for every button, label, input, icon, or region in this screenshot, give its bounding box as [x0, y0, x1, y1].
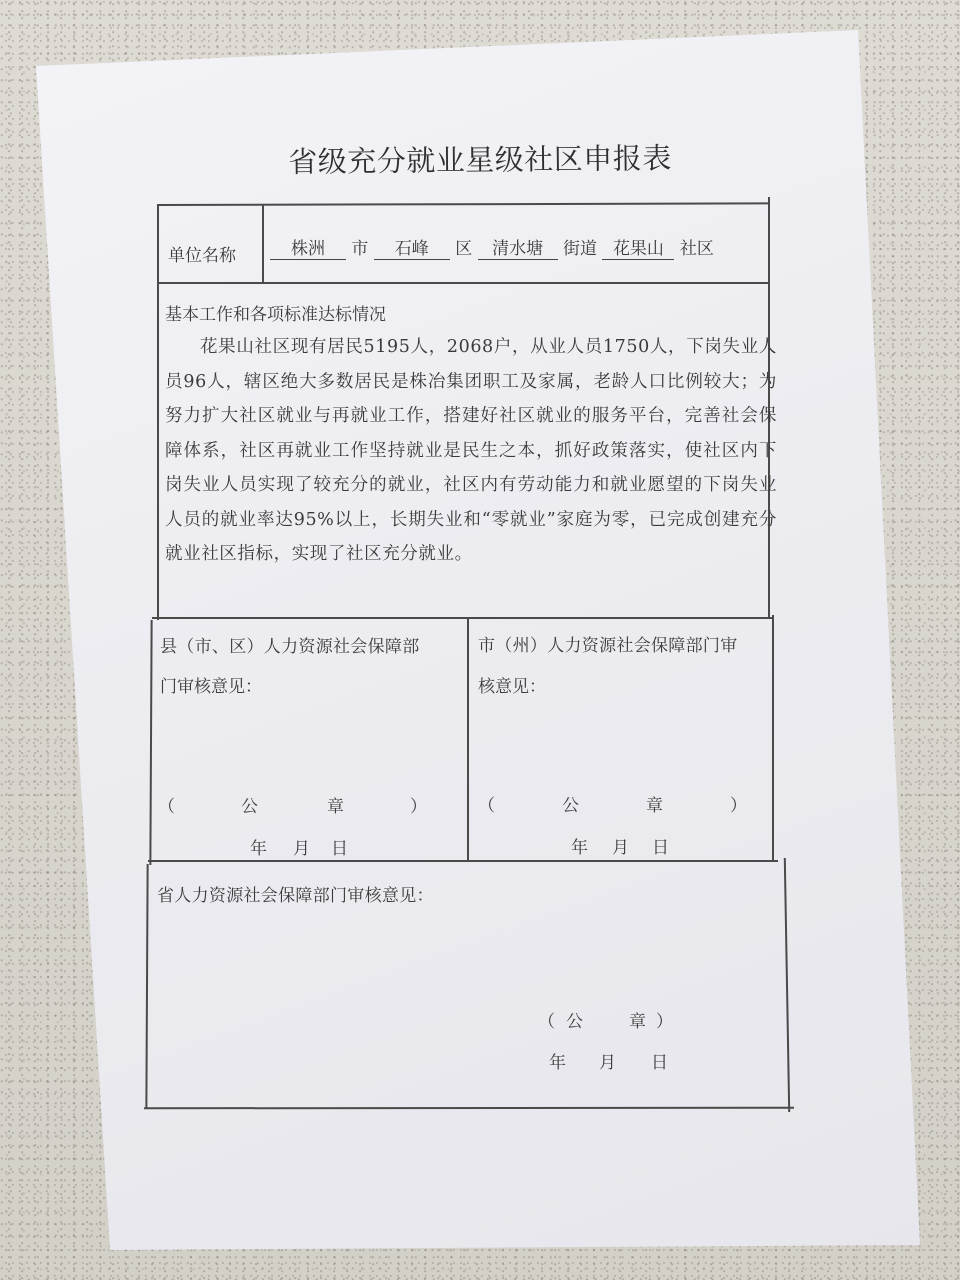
city-review-label-line2: 核意见： — [478, 677, 546, 697]
province-date-day: 日 — [651, 1053, 668, 1073]
city-seal-char1: 公 — [562, 796, 579, 816]
county-date-year: 年 — [250, 839, 267, 859]
table-right-border-lower — [772, 615, 774, 860]
city-suffix: 市 — [351, 239, 369, 259]
city-field: 株洲 — [270, 234, 346, 260]
province-seal-char1: 公 — [566, 1012, 583, 1032]
city-seal-open: （ — [478, 796, 495, 816]
county-date-day: 日 — [331, 839, 348, 859]
street-field: 清水塘 — [478, 234, 558, 260]
table-left-border — [157, 204, 159, 620]
county-seal-char2: 章 — [327, 797, 344, 817]
county-review-label-line2: 门审核意见： — [160, 677, 262, 697]
unit-name-label: 单位名称 — [168, 246, 236, 266]
city-date-year: 年 — [571, 838, 588, 858]
city-seal-close: ） — [730, 796, 747, 816]
city-date-month: 月 — [612, 838, 629, 858]
district-field: 石峰 — [374, 234, 450, 260]
city-review-label-line1: 市（州）人力资源社会保障部门审 — [478, 636, 738, 656]
province-review-label: 省人力资源社会保障部门审核意见： — [157, 886, 434, 906]
county-seal-char1: 公 — [241, 797, 258, 817]
basic-section-body: 花果山社区现有居民5195人，2068户，从业人员1750人，下岗失业人员96人，辖区绝大多数居民是株冶集团职工及家属，老龄人口比例较大；为努力扩大社区就业与再就业工作，搭建好社区就业的服务平台，完善社会保障体系，社区再就业工作坚持就业是民生之本，抓好政策落实，使社区内下岗失业人员实现了较充分的就业，社区内有劳动能力和就业愿望的下岗失业人员的就业率达95%以上，长期失业和“零就业”家庭为零，已完成创建充分就业社区指标，实现了社区充分就业。 — [165, 337, 777, 564]
basic-section-bottom — [152, 617, 774, 619]
county-date-month: 月 — [293, 839, 310, 859]
community-suffix: 社区 — [679, 239, 714, 259]
unit-row-divider — [157, 282, 769, 284]
review-row-bottom — [148, 860, 778, 862]
basic-section-heading: 基本工作和各项标准达标情况 — [165, 305, 386, 325]
county-review-label-line1: 县（市、区）人力资源社会保障部 — [160, 637, 420, 657]
unit-label-divider — [262, 204, 264, 283]
county-seal-open: （ — [158, 797, 175, 817]
unit-name-fill — [270, 234, 714, 260]
city-date-day: 日 — [652, 838, 669, 858]
district-suffix: 区 — [455, 239, 473, 259]
province-date-year: 年 — [549, 1053, 566, 1073]
province-seal-open: （ — [538, 1012, 555, 1032]
county-seal-close: ） — [410, 797, 427, 817]
community-field: 花果山 — [602, 234, 674, 260]
province-date-month: 月 — [599, 1053, 616, 1073]
city-seal-char2: 章 — [646, 796, 663, 816]
street-suffix: 街道 — [563, 239, 598, 259]
province-seal-char2: 章 — [629, 1012, 646, 1032]
province-seal-close: ） — [656, 1012, 673, 1032]
form-title: 省级充分就业星级社区申报表 — [288, 140, 672, 180]
review-column-divider — [467, 617, 469, 861]
